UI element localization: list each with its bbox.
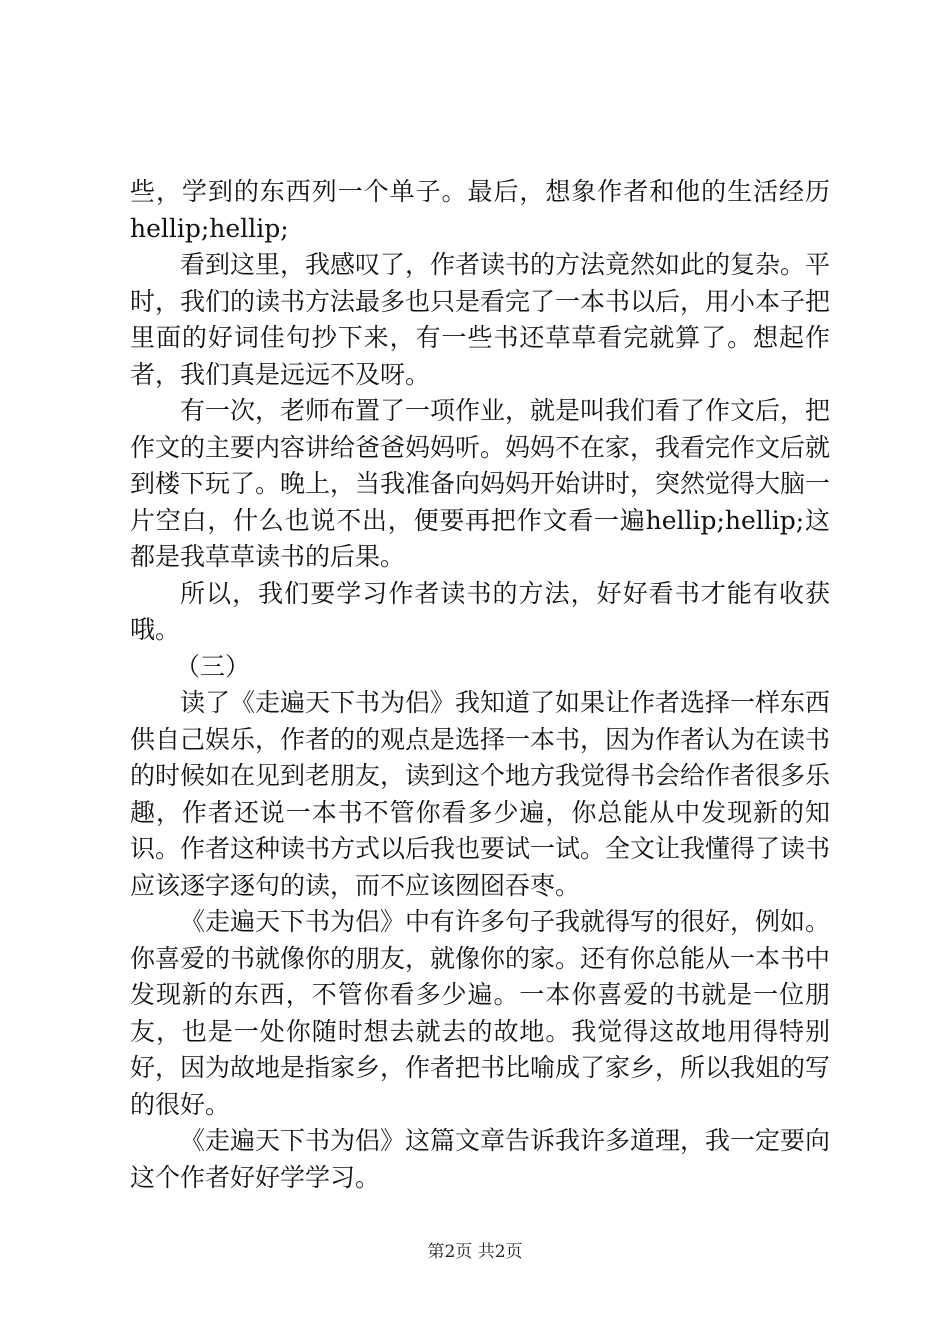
paragraph-favorite-sentences: 《走遍天下书为侣》中有许多句子我就得写的很好，例如。你喜爱的书就像你的朋友，就像你的家。还有你总能从一本书中发现新的东西，不管你看多少遍。一本你喜爱的书就是一位朋友，也是一处你随时想去就去的故地。我觉得这故地用得特别好，因为故地是指家乡，作者把书比喻成了家乡，所以我姐的写的很好。 bbox=[130, 907, 831, 1119]
paragraph-reading-method: 看到这里，我感叹了，作者读书的方法竟然如此的复杂。平时，我们的读书方法最多也只是看完了一本书以后，用小本子把里面的好词佳句抄下来，有一些书还草草看完就算了。想起作者，我们真是远远不及呀。 bbox=[130, 250, 831, 389]
paragraph-conclusion: 所以，我们要学习作者读书的方法，好好看书才能有收获哦。 bbox=[130, 578, 830, 644]
section-heading-three: （三） bbox=[175, 651, 251, 681]
paragraph-closing: 《走遍天下书为侣》这篇文章告诉我许多道理，我一定要向这个作者好好学学习。 bbox=[130, 1126, 831, 1192]
paragraph-continuation: 些，学到的东西列一个单子。最后，想象作者和他的生活经历hellip;hellip; bbox=[130, 177, 830, 243]
document-body bbox=[130, 174, 830, 1196]
page-number-label: 第2页 共2页 bbox=[427, 1242, 523, 1262]
paragraph-book-companion: 读了《走遍天下书为侣》我知道了如果让作者选择一样东西供自己娱乐，作者的的观点是选择一本书，因为作者认为在读书的时候如在见到老朋友，读到这个地方我觉得书会给作者很多乐趣，作者还说一本书不管你看多少遍，你总能从中发现新的知识。作者这种读书方式以后我也要试一试。全文让我懂得了读书应该逐字逐句的读，而不应该囫囵吞枣。 bbox=[130, 688, 831, 900]
paragraph-homework-story: 有一次，老师布置了一项作业，就是叫我们看了作文后，把作文的主要内容讲给爸爸妈妈听。妈妈不在家，我看完作文后就到楼下玩了。晚上，当我准备向妈妈开始讲时，突然觉得大脑一片空白，什么也说不出，便要再把作文看一遍hellip;hellip;这都是我草草读书的后果。 bbox=[130, 396, 831, 571]
page-footer bbox=[0, 1240, 950, 1264]
